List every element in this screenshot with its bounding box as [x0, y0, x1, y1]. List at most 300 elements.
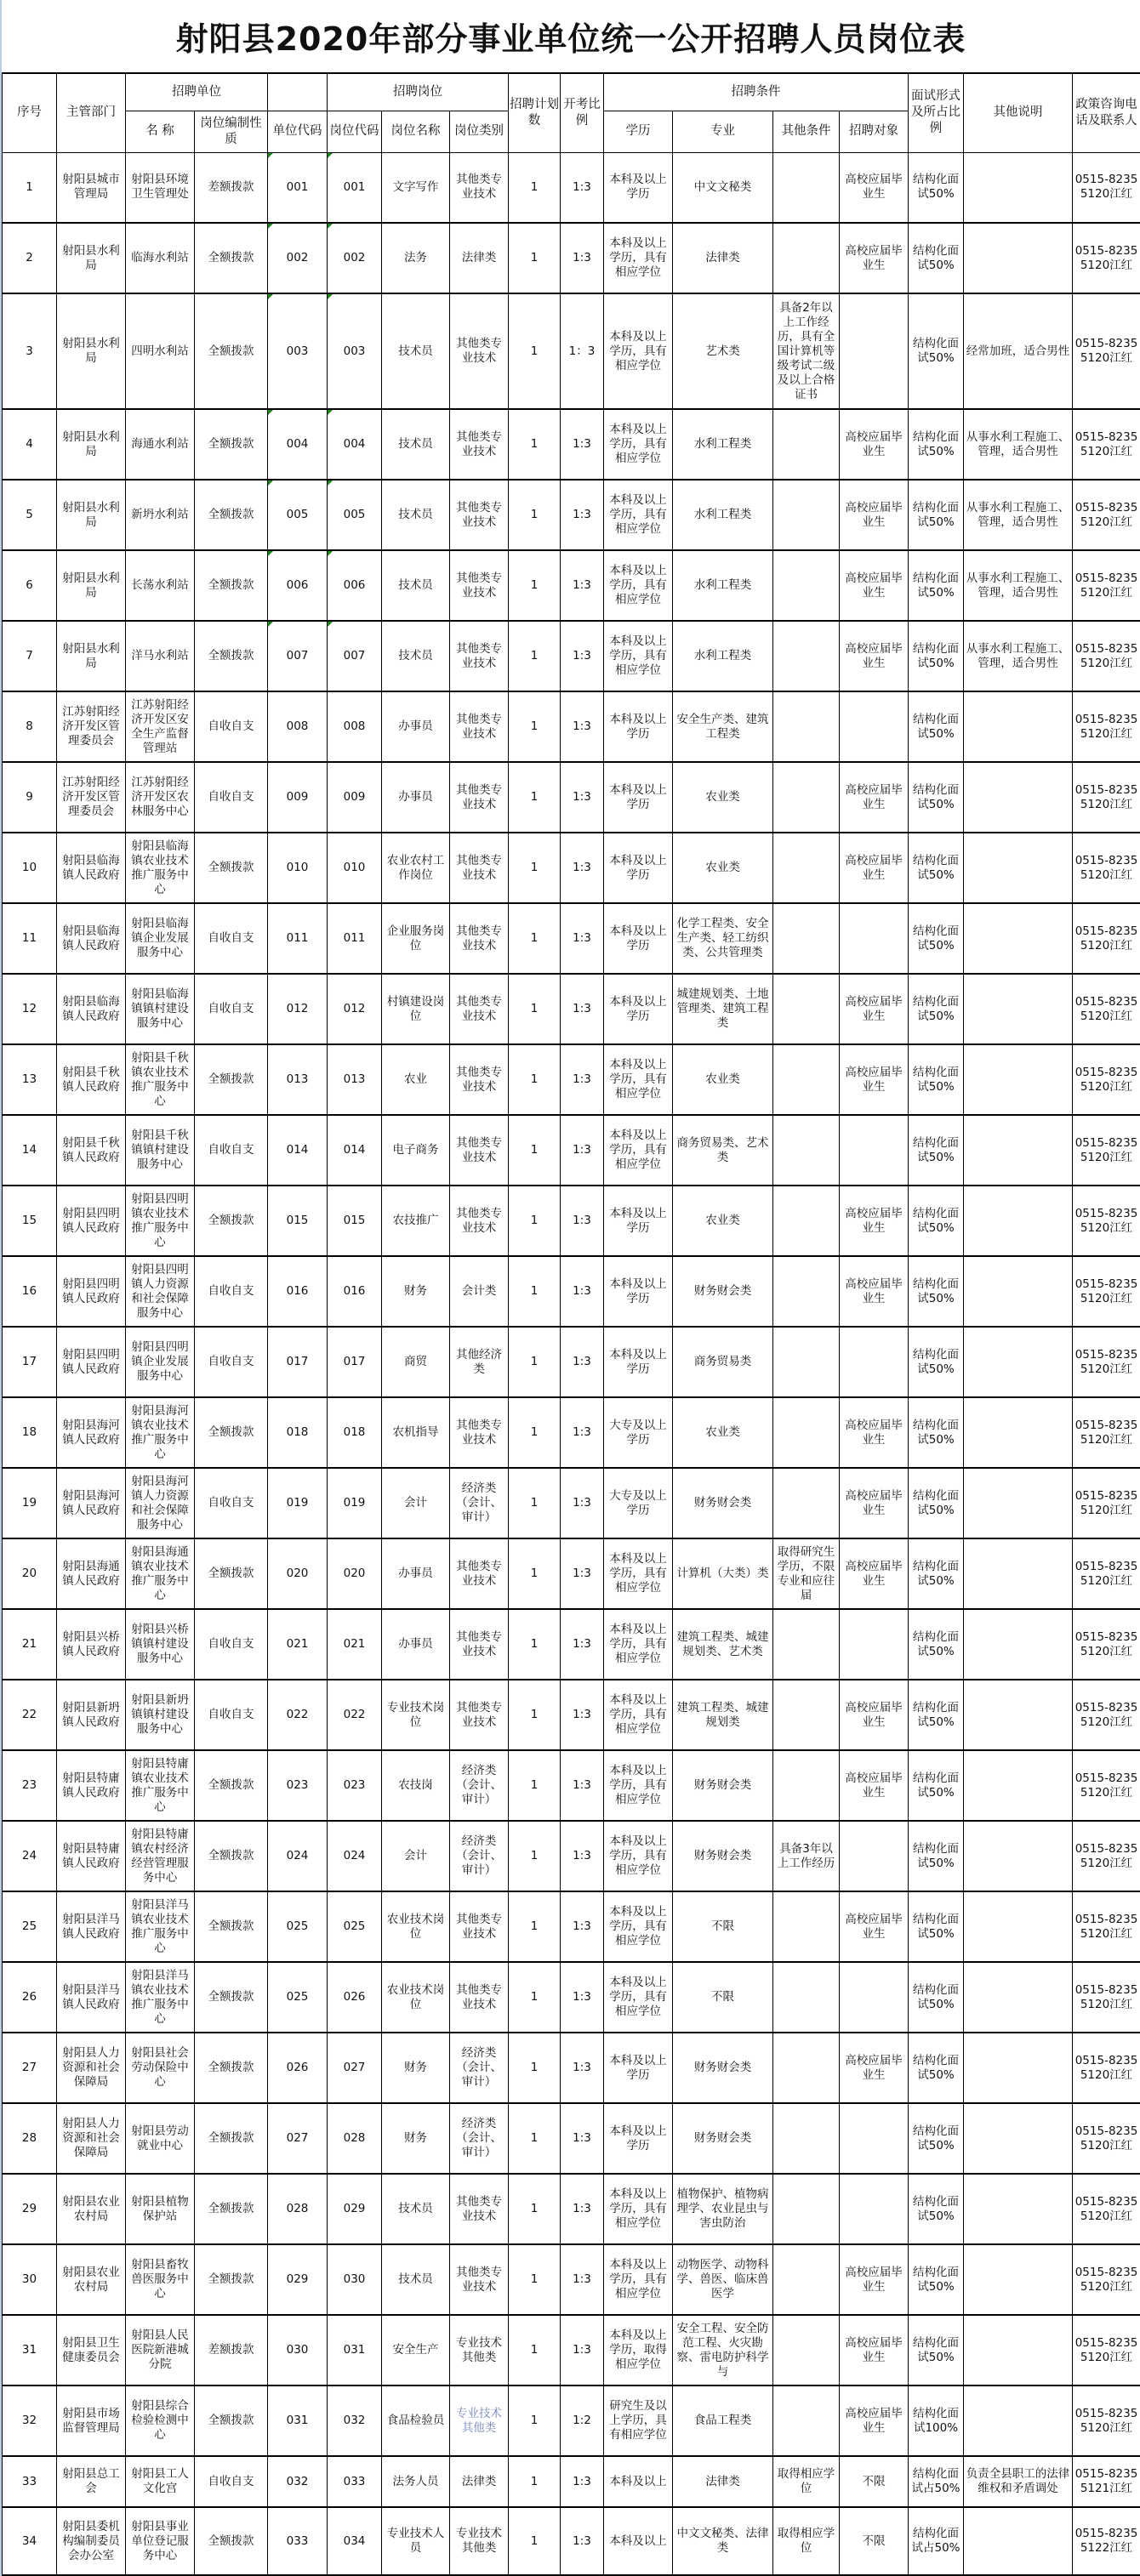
- post-code-text: 012: [343, 1002, 366, 1015]
- unit-nature-text: 自收自支: [208, 1708, 254, 1721]
- seq-text: 7: [26, 649, 33, 662]
- interview-text: 结构化面试50%: [913, 924, 960, 952]
- cell-post-name: [382, 152, 450, 223]
- cell-interview: [909, 1044, 964, 1115]
- post-code-text: 031: [343, 2343, 366, 2357]
- cell-unit-name: [126, 1609, 195, 1680]
- cell-target: [840, 1962, 909, 2033]
- ratio-text: 1:3: [573, 649, 591, 662]
- note-text: [965, 975, 1071, 1043]
- cell-ratio: [561, 409, 604, 480]
- table-row: [3, 2315, 1140, 2386]
- cell-ratio: [561, 152, 604, 223]
- unit-nature-text: 自收自支: [208, 1284, 254, 1298]
- post-code-text: 011: [343, 931, 366, 945]
- cell-major: [673, 1115, 773, 1186]
- post-type-text: 其他类专业技术: [456, 500, 502, 529]
- unit-name-text: 射阳县千秋镇农业技术推广服务中心: [131, 1050, 189, 1108]
- post-name-text: 技术员: [398, 578, 433, 592]
- cell-interview: [909, 550, 964, 621]
- post-code-text: 008: [343, 719, 366, 733]
- cell-other-conditions: [773, 903, 840, 974]
- target-text: [841, 693, 907, 760]
- cell-count: [509, 903, 561, 974]
- cell-contact: [1073, 1538, 1140, 1609]
- count-text: 1: [530, 2533, 539, 2548]
- cell-major: [673, 1962, 773, 2033]
- cell-contact: [1073, 152, 1140, 223]
- interview-text: 结构化面试占50%: [911, 2467, 960, 2495]
- edu-text: 本科及以上学历，具有相应学位: [609, 1623, 667, 1665]
- cell-note: [964, 762, 1073, 833]
- contact-text: 0515-82355120江红: [1074, 1418, 1138, 1447]
- table-row: [3, 833, 1140, 903]
- cell-unit-code: [268, 1468, 328, 1538]
- unit-nature-text: 全额拨款: [208, 1214, 254, 1227]
- cell-note: [964, 409, 1073, 480]
- count-text: 1: [530, 719, 539, 733]
- interview-text: 结构化面试50%: [913, 243, 960, 272]
- seq-text: 16: [21, 1284, 37, 1298]
- header-post-name: 岗位名称: [382, 111, 450, 152]
- cell-note: [964, 1115, 1073, 1186]
- cell-note: [964, 2386, 1073, 2456]
- cell-other-conditions: [773, 1891, 840, 1962]
- contact-text: 0515-82355120江红: [1074, 500, 1138, 529]
- cell-contact: [1073, 1891, 1140, 1962]
- post-type-text: 其他类专业技术: [456, 173, 502, 202]
- contact-text: 0515-82355120江红: [1074, 1206, 1138, 1235]
- cell-unit-nature: [195, 152, 268, 223]
- dept-text: 江苏射阳经济开发区管理委员会: [62, 705, 120, 748]
- cell-unit-nature: [195, 1750, 268, 1821]
- unit-code-text: 024: [286, 1849, 309, 1862]
- cell-unit-code: [268, 833, 328, 903]
- contact-text: 0515-82355121江红: [1074, 2467, 1138, 2495]
- note-text: 从事水利工程施工、管理，适合男性: [966, 500, 1070, 529]
- cell-unit-name: [126, 2103, 195, 2174]
- cell-interview: [909, 903, 964, 974]
- contact-text: 0515-82355120江红: [1074, 641, 1138, 670]
- post-name-text: 财务: [404, 2061, 427, 2074]
- cell-ratio: [561, 1397, 604, 1468]
- other-conditions-text: [774, 1611, 838, 1678]
- note-text: [965, 225, 1071, 292]
- note-text: [965, 1046, 1071, 1113]
- major-text: 财务财会类: [693, 2061, 752, 2074]
- cell-dept: [57, 480, 126, 550]
- cell-unit-nature: [195, 2174, 268, 2244]
- dept-text: 射阳县农业农村局: [62, 2194, 120, 2223]
- cell-edu: [604, 1821, 673, 1891]
- major-text: 法律类: [705, 251, 740, 264]
- count-text: 1: [530, 251, 539, 264]
- cell-target: [840, 903, 909, 974]
- cell-post-name: [382, 621, 450, 691]
- cell-major: [673, 2456, 773, 2507]
- interview-text: 结构化面试50%: [913, 1629, 960, 1658]
- cell-unit-code: [268, 223, 328, 293]
- cell-edu: [604, 1044, 673, 1115]
- cell-ratio: [561, 1468, 604, 1538]
- cell-dept: [57, 2386, 126, 2456]
- cell-count: [509, 974, 561, 1044]
- other-conditions-text: [774, 1399, 838, 1466]
- seq-text: 11: [21, 931, 37, 945]
- cell-unit-nature: [195, 1256, 268, 1327]
- cell-target: [840, 293, 909, 409]
- major-text: 建筑工程类、城建规划类、艺术类: [676, 1629, 769, 1658]
- unit-nature-text: 全额拨款: [208, 344, 254, 358]
- seq-text: 6: [26, 578, 33, 592]
- cell-contact: [1073, 833, 1140, 903]
- cell-unit-name: [126, 2386, 195, 2456]
- cell-post-type: [450, 1115, 509, 1186]
- contact-text: 0515-82355120江红: [1074, 2194, 1138, 2223]
- table-row: [3, 1327, 1140, 1397]
- cell-other-conditions: [773, 1750, 840, 1821]
- cell-major: [673, 762, 773, 833]
- interview-text: 结构化面试50%: [913, 853, 960, 882]
- edu-text: 本科及以上学历: [609, 173, 667, 202]
- cell-interview: [909, 409, 964, 480]
- cell-target: [840, 1609, 909, 1680]
- cell-contact: [1073, 2456, 1140, 2507]
- post-type-text: 经济类（会计、审计）: [456, 2117, 502, 2159]
- table-row: [3, 152, 1140, 223]
- major-text: 水利工程类: [693, 649, 752, 662]
- edu-text: 本科及以上学历，具有相应学位: [609, 1976, 667, 2018]
- cell-unit-nature: [195, 1468, 268, 1538]
- seq-text: 25: [21, 1919, 37, 1933]
- ratio-text: 1:3: [573, 1284, 591, 1298]
- unit-name-text: 射阳县四明镇企业发展服务中心: [131, 1340, 189, 1383]
- cell-unit-nature: [195, 1186, 268, 1256]
- seq-text: 15: [21, 1214, 37, 1227]
- edu-text: 研究生及以上学历，具有相应学位: [609, 2399, 667, 2442]
- post-code-text: 001: [343, 179, 366, 194]
- cell-contact: [1073, 293, 1140, 409]
- cell-edu: [604, 1397, 673, 1468]
- other-conditions-text: [774, 154, 838, 221]
- ratio-text: 1:3: [573, 2202, 591, 2215]
- cell-seq: [3, 1327, 57, 1397]
- target-text: 高校应届毕业生: [845, 2335, 903, 2364]
- cell-edu: [604, 903, 673, 974]
- cell-count: [509, 2103, 561, 2174]
- dept-text: 射阳县千秋镇人民政府: [62, 1065, 120, 1094]
- unit-nature-text: 自收自支: [208, 931, 254, 945]
- cell-unit-nature: [195, 1609, 268, 1680]
- cell-post-name: [382, 1680, 450, 1750]
- seq-text: 3: [26, 344, 33, 358]
- cell-major: [673, 2386, 773, 2456]
- interview-text: 结构化面试50%: [913, 1206, 960, 1235]
- cell-post-type: [450, 480, 509, 550]
- target-text: 高校应届毕业生: [845, 641, 903, 670]
- interview-text: 结构化面试50%: [913, 429, 960, 458]
- header-count: 招聘计划数: [509, 73, 561, 152]
- cell-count: [509, 409, 561, 480]
- cell-unit-nature: [195, 1962, 268, 2033]
- cell-dept: [57, 1468, 126, 1538]
- cell-post-type: [450, 833, 509, 903]
- note-text: [965, 1117, 1071, 1184]
- cell-unit-code: [268, 762, 328, 833]
- unit-name-text: 射阳县事业单位登记服务中心: [131, 2519, 189, 2562]
- post-code-text: 021: [343, 1637, 366, 1651]
- count-text: 1: [530, 2343, 539, 2357]
- cell-ratio: [561, 974, 604, 1044]
- post-code-text: 020: [343, 1567, 366, 1580]
- cell-interview: [909, 621, 964, 691]
- cell-seq: [3, 762, 57, 833]
- cell-major: [673, 2244, 773, 2315]
- post-code-text: 004: [343, 437, 366, 451]
- cell-seq: [3, 152, 57, 223]
- header-ratio: 开考比例: [561, 73, 604, 152]
- cell-major: [673, 1397, 773, 1468]
- cell-post-name: [382, 2244, 450, 2315]
- contact-text: 0515-82355120江红: [1074, 1629, 1138, 1658]
- cell-contact: [1073, 2315, 1140, 2386]
- interview-text: 结构化面试50%: [913, 173, 960, 202]
- edu-text: 本科及以上学历: [609, 712, 667, 741]
- post-name-text: 法务: [404, 251, 427, 264]
- cell-post-type: [450, 621, 509, 691]
- dept-text: 射阳县临海镇人民政府: [62, 853, 120, 882]
- count-text: 1: [530, 1002, 539, 1015]
- cell-target: [840, 833, 909, 903]
- cell-ratio: [561, 1115, 604, 1186]
- seq-text: 26: [21, 1990, 37, 2004]
- dept-text: 射阳县卫生健康委员会: [62, 2335, 120, 2364]
- cell-unit-name: [126, 974, 195, 1044]
- cell-dept: [57, 621, 126, 691]
- seq-text: 5: [26, 508, 33, 521]
- unit-nature-text: 自收自支: [208, 790, 254, 804]
- interview-text: 结构化面试50%: [913, 2335, 960, 2364]
- cell-post-name: [382, 1609, 450, 1680]
- post-code-text: 028: [343, 2131, 366, 2145]
- unit-name-text: 射阳县临海镇镇村建设服务中心: [131, 987, 189, 1030]
- cell-unit-code: [268, 691, 328, 762]
- header-major: 专业: [673, 111, 773, 152]
- cell-dept: [57, 550, 126, 621]
- contact-text: 0515-82355120江红: [1074, 712, 1138, 741]
- cell-major: [673, 1891, 773, 1962]
- cell-count: [509, 1044, 561, 1115]
- cell-post-name: [382, 2386, 450, 2456]
- cell-post-type: [450, 974, 509, 1044]
- cell-other-conditions: [773, 550, 840, 621]
- post-code-text: 033: [343, 2474, 366, 2488]
- unit-nature-text: 自收自支: [208, 719, 254, 733]
- cell-interview: [909, 2386, 964, 2456]
- header-dept: 主管部门: [57, 73, 126, 152]
- cell-major: [673, 1750, 773, 1821]
- cell-unit-name: [126, 550, 195, 621]
- ratio-text: 1:3: [573, 578, 591, 592]
- edu-text: 本科及以上学历，具有相应学位: [609, 2258, 667, 2300]
- cell-unit-nature: [195, 409, 268, 480]
- major-text: 商务贸易类、艺术类: [676, 1135, 769, 1164]
- contact-text: 0515-82355122江红: [1074, 2527, 1138, 2555]
- unit-name-text: 新坍水利站: [131, 508, 189, 521]
- count-text: 1: [530, 1496, 539, 1510]
- note-text: [965, 154, 1071, 221]
- cell-contact: [1073, 2033, 1140, 2103]
- cell-post-code: [328, 974, 382, 1044]
- cell-interview: [909, 2033, 964, 2103]
- cell-post-name: [382, 1750, 450, 1821]
- cell-target: [840, 974, 909, 1044]
- count-text: 1: [530, 1637, 539, 1651]
- count-text: 1: [530, 1284, 539, 1298]
- unit-nature-text: 全额拨款: [208, 437, 254, 451]
- cell-post-name: [382, 762, 450, 833]
- edu-text: 本科及以上学历，具有相应学位: [609, 634, 667, 677]
- dept-text: 射阳县人力资源和社会保障局: [62, 2117, 120, 2159]
- interview-text: 结构化面试占50%: [911, 2527, 960, 2555]
- major-text: 法律类: [705, 2474, 740, 2488]
- cell-interview: [909, 1115, 964, 1186]
- post-code-text: 019: [343, 1496, 366, 1510]
- unit-code-text: 014: [286, 1143, 309, 1157]
- other-conditions-text: [774, 552, 838, 619]
- interview-text: 结构化面试50%: [913, 1912, 960, 1941]
- target-text: [841, 905, 907, 972]
- cell-unit-nature: [195, 974, 268, 1044]
- cell-post-name: [382, 1538, 450, 1609]
- cell-post-name: [382, 1186, 450, 1256]
- contact-text: 0515-82355120江红: [1074, 1841, 1138, 1870]
- target-text: 高校应届毕业生: [845, 1559, 903, 1588]
- cell-contact: [1073, 1397, 1140, 1468]
- post-name-text: 技术员: [398, 2202, 433, 2215]
- cell-ratio: [561, 1680, 604, 1750]
- cell-other-conditions: [773, 2386, 840, 2456]
- post-code-text: 007: [343, 649, 366, 662]
- contact-text: 0515-82355120江红: [1074, 1982, 1138, 2011]
- count-text: 1: [530, 578, 539, 592]
- cell-major: [673, 409, 773, 480]
- post-type-text: 其他类专业技术: [456, 2265, 502, 2294]
- cell-contact: [1073, 1044, 1140, 1115]
- unit-code-text: 008: [286, 719, 309, 733]
- cell-note: [964, 1327, 1073, 1397]
- cell-dept: [57, 2507, 126, 2575]
- post-type-text: 经济类（会计、审计）: [456, 2046, 502, 2089]
- cell-post-type: [450, 903, 509, 974]
- cell-edu: [604, 1186, 673, 1256]
- cell-other-conditions: [773, 833, 840, 903]
- cell-count: [509, 1186, 561, 1256]
- cell-unit-name: [126, 223, 195, 293]
- target-text: 不限: [862, 2533, 886, 2548]
- header-note: 其他说明: [964, 73, 1073, 152]
- cell-seq: [3, 409, 57, 480]
- cell-post-code: [328, 1962, 382, 2033]
- ratio-text: 1:3: [573, 508, 591, 521]
- edu-text: 本科及以上学历，具有相应学位: [609, 329, 667, 372]
- target-text: 高校应届毕业生: [845, 571, 903, 600]
- cell-target: [840, 223, 909, 293]
- contact-text: 0515-82355120江红: [1074, 2124, 1138, 2152]
- cell-post-code: [328, 2103, 382, 2174]
- note-text: [965, 905, 1071, 972]
- cell-unit-name: [126, 1468, 195, 1538]
- other-conditions-text: 取得研究生学历，不限专业和应往届: [777, 1544, 835, 1602]
- cell-ratio: [561, 1962, 604, 2033]
- cell-edu: [604, 2507, 673, 2575]
- unit-code-text: 016: [286, 1284, 309, 1298]
- cell-note: [964, 293, 1073, 409]
- cell-post-name: [382, 2507, 450, 2575]
- cell-target: [840, 2174, 909, 2244]
- count-text: 1: [530, 2202, 539, 2215]
- cell-post-type: [450, 550, 509, 621]
- post-name-text: 电子商务: [392, 1143, 439, 1157]
- unit-nature-text: 全额拨款: [208, 861, 254, 874]
- cell-unit-name: [126, 1538, 195, 1609]
- cell-note: [964, 1468, 1073, 1538]
- unit-code-text: 003: [286, 344, 309, 358]
- cell-count: [509, 2174, 561, 2244]
- major-text: 艺术类: [705, 344, 740, 358]
- cell-post-name: [382, 2033, 450, 2103]
- cell-post-code: [328, 1538, 382, 1609]
- major-text: 建筑工程类、城建规划类: [676, 1700, 769, 1729]
- post-type-text: 其他类专业技术: [456, 1700, 502, 1729]
- cell-unit-name: [126, 833, 195, 903]
- dept-text: 射阳县四明镇人民政府: [62, 1206, 120, 1235]
- post-code-text: 003: [343, 344, 366, 358]
- edu-text: 本科及以上学历: [609, 782, 667, 811]
- edu-text: 本科及以上学历，具有相应学位: [609, 2187, 667, 2230]
- unit-code-text: 019: [286, 1496, 309, 1510]
- ratio-text: 1:3: [573, 2533, 591, 2548]
- dept-text: 射阳县委机构编制委员会办公室: [62, 2519, 120, 2562]
- unit-name-text: 临海水利站: [131, 251, 189, 264]
- note-text: [965, 1540, 1071, 1607]
- cell-dept: [57, 1186, 126, 1256]
- unit-nature-text: 全额拨款: [208, 1919, 254, 1933]
- contact-text: 0515-82355120江红: [1074, 1277, 1138, 1305]
- interview-text: 结构化面试50%: [913, 500, 960, 529]
- target-text: 高校应届毕业生: [845, 1206, 903, 1235]
- dept-text: 射阳县水利局: [62, 500, 120, 529]
- cell-interview: [909, 1538, 964, 1609]
- seq-text: 14: [21, 1143, 37, 1157]
- note-text: [965, 2175, 1071, 2243]
- edu-text: 本科及以上: [609, 2533, 667, 2548]
- cell-post-type: [450, 1327, 509, 1397]
- post-name-text: 农业农村工作岗位: [386, 853, 445, 882]
- interview-text: 结构化面试50%: [913, 641, 960, 670]
- count-text: 1: [530, 1214, 539, 1227]
- cell-unit-nature: [195, 1397, 268, 1468]
- cell-post-type: [450, 2174, 509, 2244]
- seq-text: 20: [21, 1567, 37, 1580]
- cell-seq: [3, 2033, 57, 2103]
- cell-post-type: [450, 762, 509, 833]
- unit-name-text: 射阳县特庸镇农村经济经营管理服务中心: [131, 1827, 189, 1885]
- other-conditions-text: [774, 1117, 838, 1184]
- cell-post-code: [328, 293, 382, 409]
- cell-target: [840, 1044, 909, 1115]
- dept-text: 射阳县四明镇人民政府: [62, 1277, 120, 1305]
